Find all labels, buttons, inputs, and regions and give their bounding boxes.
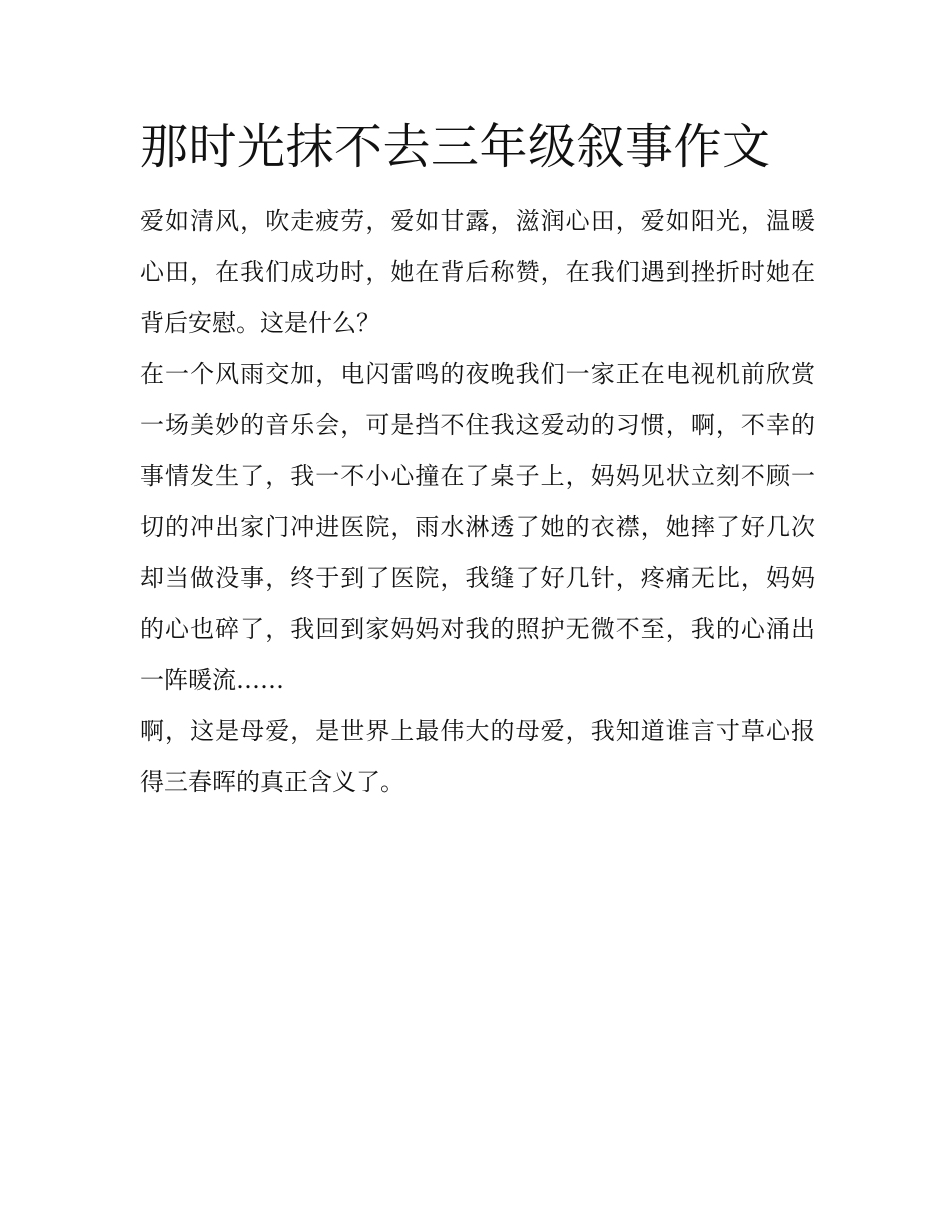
document-title: 那时光抹不去三年级叙事作文 xyxy=(140,119,771,175)
document-body xyxy=(140,196,815,808)
paragraph-line: 切的冲出家门冲进医院，雨水淋透了她的衣襟，她摔了好几次 xyxy=(140,513,815,541)
paragraph-line: 在一个风雨交加，电闪雷鸣的夜晚我们一家正在电视机前欣赏 xyxy=(140,360,815,388)
paragraph-line: 却当做没事，终于到了医院，我缝了好几针，疼痛无比，妈妈 xyxy=(140,564,815,592)
paragraph-line: 的心也碎了，我回到家妈妈对我的照护无微不至，我的心涌出 xyxy=(140,615,815,643)
paragraph-2 xyxy=(140,349,815,706)
paragraph-line: 爱如清风，吹走疲劳，爱如甘露，滋润心田，爱如阳光，温暖 xyxy=(140,207,815,235)
paragraph-3 xyxy=(140,706,815,808)
paragraph-line: 啊，这是母爱，是世界上最伟大的母爱，我知道谁言寸草心报 xyxy=(140,717,815,745)
paragraph-line: 一场美妙的音乐会，可是挡不住我这爱动的习惯，啊，不幸的 xyxy=(140,411,815,439)
paragraph-line: 一阵暖流…… xyxy=(140,666,284,694)
paragraph-line: 心田，在我们成功时，她在背后称赞，在我们遇到挫折时她在 xyxy=(140,258,815,286)
paragraph-line: 事情发生了，我一不小心撞在了桌子上，妈妈见状立刻不顾一 xyxy=(140,462,815,490)
paragraph-line: 得三春晖的真正含义了。 xyxy=(140,768,404,796)
paragraph-1 xyxy=(140,196,815,349)
paragraph-line: 背后安慰。这是什么？ xyxy=(140,309,380,337)
